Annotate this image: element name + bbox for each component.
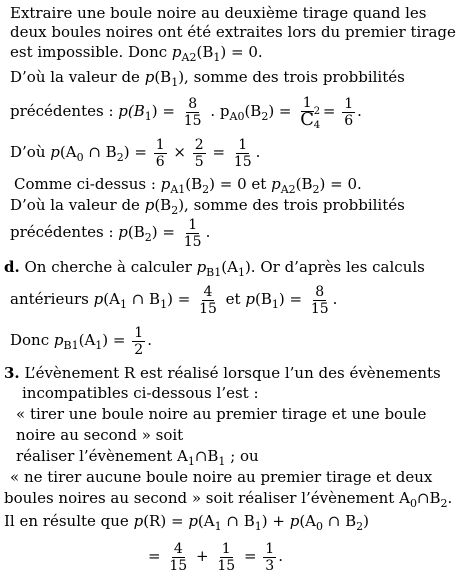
t: 2 (189, 51, 197, 64)
t: p (144, 68, 155, 86)
text-line-11 (10, 281, 337, 317)
t: 2 (288, 183, 296, 196)
t: 1 (160, 298, 168, 311)
t: p (144, 196, 155, 214)
t: 2 (313, 106, 321, 117)
t: 1 (144, 110, 152, 123)
text-line-4 (10, 68, 405, 92)
t: . (205, 223, 211, 241)
t: ) = (151, 102, 175, 120)
t: D’où la valeur de (10, 68, 145, 86)
denominator: 15 (183, 112, 202, 129)
t: A (170, 183, 179, 196)
t: A (229, 110, 238, 123)
denominator: 15 (183, 233, 202, 250)
t: (B (244, 102, 262, 120)
combination-symbol (300, 106, 321, 131)
fraction (154, 137, 167, 170)
text-line-20 (4, 512, 369, 536)
t: (A (78, 331, 96, 349)
t: ) = (102, 331, 126, 349)
t: ) (363, 512, 370, 530)
denominator (298, 106, 321, 131)
text-line-6 (10, 134, 260, 170)
t: (B (127, 223, 145, 241)
t: p (196, 258, 207, 276)
t: (B (154, 68, 172, 86)
numerator: 1 (302, 95, 312, 111)
denominator: 6 (344, 112, 354, 129)
fraction (167, 541, 189, 574)
t: p (53, 331, 64, 349)
text-line-13 (4, 364, 441, 382)
numerator: 2 (194, 136, 204, 153)
t: B (206, 266, 215, 279)
fraction (182, 96, 204, 129)
t: Donc (10, 331, 54, 349)
t: 1 (214, 266, 222, 279)
denominator: 2 (134, 341, 144, 358)
numerator: 1 (188, 216, 198, 233)
text-line-12 (10, 322, 152, 358)
fraction (298, 95, 321, 131)
numerator: 1 (238, 136, 248, 153)
denominator: 15 (199, 300, 217, 317)
t: Il en résulte que (4, 512, 134, 530)
fraction (232, 137, 254, 170)
t: 2 (261, 110, 269, 123)
t: . (278, 547, 283, 565)
t: 1 (119, 298, 127, 311)
t: ∩ B (83, 143, 117, 161)
t: (A (221, 258, 238, 276)
numerator: 8 (188, 95, 198, 112)
t: réaliser l’évènement A (16, 447, 188, 465)
numerator: 4 (173, 540, 183, 557)
section-label-d: d. (4, 258, 20, 276)
denominator: 15 (233, 153, 252, 170)
t: + (195, 547, 209, 565)
fraction (215, 541, 237, 574)
denominator: 6 (155, 153, 165, 170)
t: (A (299, 512, 317, 530)
t: 1 (95, 339, 103, 352)
t: 2 (144, 231, 152, 244)
t: p (289, 512, 300, 530)
t: D’où la valeur de (10, 196, 145, 214)
text-line-5 (10, 93, 362, 129)
t: B (63, 339, 72, 352)
t: 1 (178, 183, 186, 196)
t: 1 (213, 51, 221, 64)
t: = (243, 547, 257, 565)
denominator: 15 (217, 557, 236, 574)
t: 2 (202, 183, 210, 196)
t: 1 (237, 266, 245, 279)
t: × (173, 143, 186, 161)
t: précédentes : (10, 223, 119, 241)
text-line-16: noire au second » soit (16, 426, 184, 444)
numerator: 1 (134, 324, 144, 341)
t: . (357, 102, 362, 120)
t: p (245, 290, 255, 308)
t: p (93, 290, 104, 308)
t: On cherche à calculer (19, 258, 197, 276)
t: 0 (76, 151, 84, 164)
t: 0 (409, 497, 417, 510)
t: ) = 0 et (209, 175, 272, 193)
text-line-14: incompatibles ci-dessous l’est : (22, 384, 259, 402)
fraction (263, 541, 276, 574)
t: = (212, 143, 226, 161)
t: ), somme des trois probbilités (178, 68, 405, 86)
t: p (171, 43, 182, 61)
text-line-3 (10, 43, 263, 67)
t: boules noires au second » soit réaliser l’évènement A (4, 489, 410, 507)
t: 1 (271, 298, 279, 311)
t: ), somme des trois probbilités (178, 196, 405, 214)
t: 1 (71, 339, 79, 352)
t: 4 (313, 120, 321, 131)
t: (A (197, 512, 215, 530)
numerator: 4 (203, 283, 213, 300)
t: p(B (118, 102, 145, 120)
t: 1 (218, 455, 226, 468)
t: 2 (116, 151, 124, 164)
t: . p (210, 102, 230, 120)
t: ; ou (225, 447, 259, 465)
numerator: 1 (265, 540, 275, 557)
fraction (193, 137, 206, 170)
t: ) + (261, 512, 290, 530)
fraction (197, 284, 219, 317)
t: précédentes : (10, 102, 119, 120)
t: . (332, 290, 338, 308)
t: 1 (214, 520, 222, 533)
numerator: 1 (344, 95, 354, 112)
t: antérieurs (10, 290, 94, 308)
t: ) = (268, 102, 292, 120)
t: 2 (440, 497, 448, 510)
numerator: 8 (315, 283, 325, 300)
t: ) = 0. (220, 43, 263, 61)
text-line-1: Extraire une boule noire au deuxième tirage quand les (10, 4, 427, 22)
t: 2 (312, 183, 320, 196)
text-line-15: « tirer une boule noire au premier tirage et une boule (16, 405, 427, 423)
t: p (188, 512, 198, 530)
t: ). Or d’après les calculs (244, 258, 425, 276)
t: p (50, 143, 60, 161)
denominator: 3 (265, 557, 275, 574)
t: p (160, 175, 171, 193)
t: (B (254, 290, 272, 308)
t: ∩ B (323, 512, 357, 530)
t: A (280, 183, 289, 196)
fraction (132, 325, 145, 358)
t: = (322, 102, 336, 120)
t: (B (154, 196, 172, 214)
t: (R) = (143, 512, 189, 530)
t: D’où (10, 143, 51, 161)
text-line-18: « ne tirer aucune boule noire au premier tirage et deux (10, 468, 433, 486)
t: . (255, 143, 261, 161)
denominator: 5 (194, 153, 204, 170)
t: ∩ B (221, 512, 255, 530)
t: (B (295, 175, 313, 193)
t: 1 (254, 520, 262, 533)
t: 0 (237, 110, 245, 123)
t: . (447, 489, 453, 507)
text-line-19 (4, 489, 452, 513)
t: ) = (123, 143, 147, 161)
t: A (181, 51, 190, 64)
t: ∩ B (126, 290, 161, 308)
t: ) = (151, 223, 175, 241)
t: Comme ci-dessus : (14, 175, 161, 193)
t: 1 (187, 455, 195, 468)
fraction (182, 217, 204, 250)
t: L’évènement R est réalisé lorsque l’un des évènements (19, 364, 441, 382)
t: (A (103, 290, 120, 308)
t: et (220, 290, 246, 308)
t: p (118, 223, 128, 241)
t: (B (196, 43, 214, 61)
text-line-10 (4, 258, 425, 282)
t: ∩B (416, 489, 441, 507)
fraction (342, 96, 355, 129)
denominator: 15 (169, 557, 188, 574)
t: ) = (167, 290, 191, 308)
t: 2 (356, 520, 364, 533)
text-line-9 (10, 214, 210, 250)
t: . (147, 331, 152, 349)
t: ∩B (194, 447, 219, 465)
text-line-2: deux boules noires ont été extraites lors du premier tirage (10, 23, 456, 41)
numerator: 1 (155, 136, 165, 153)
t: 0 (316, 520, 324, 533)
t: C (300, 109, 315, 130)
t: ) = 0. (319, 175, 362, 193)
t: ) = (278, 290, 303, 308)
text-line-21 (148, 538, 283, 574)
t: (B (185, 175, 203, 193)
fraction (309, 284, 331, 317)
t: (A (59, 143, 77, 161)
t: = (148, 547, 161, 565)
t: 1 (171, 76, 179, 89)
numerator: 1 (221, 540, 231, 557)
section-label-3: 3. (4, 364, 20, 382)
denominator: 15 (310, 300, 329, 317)
t: p (133, 512, 144, 530)
t: 2 (171, 204, 179, 217)
t: p (271, 175, 281, 193)
t: est impossible. Donc (10, 43, 172, 61)
